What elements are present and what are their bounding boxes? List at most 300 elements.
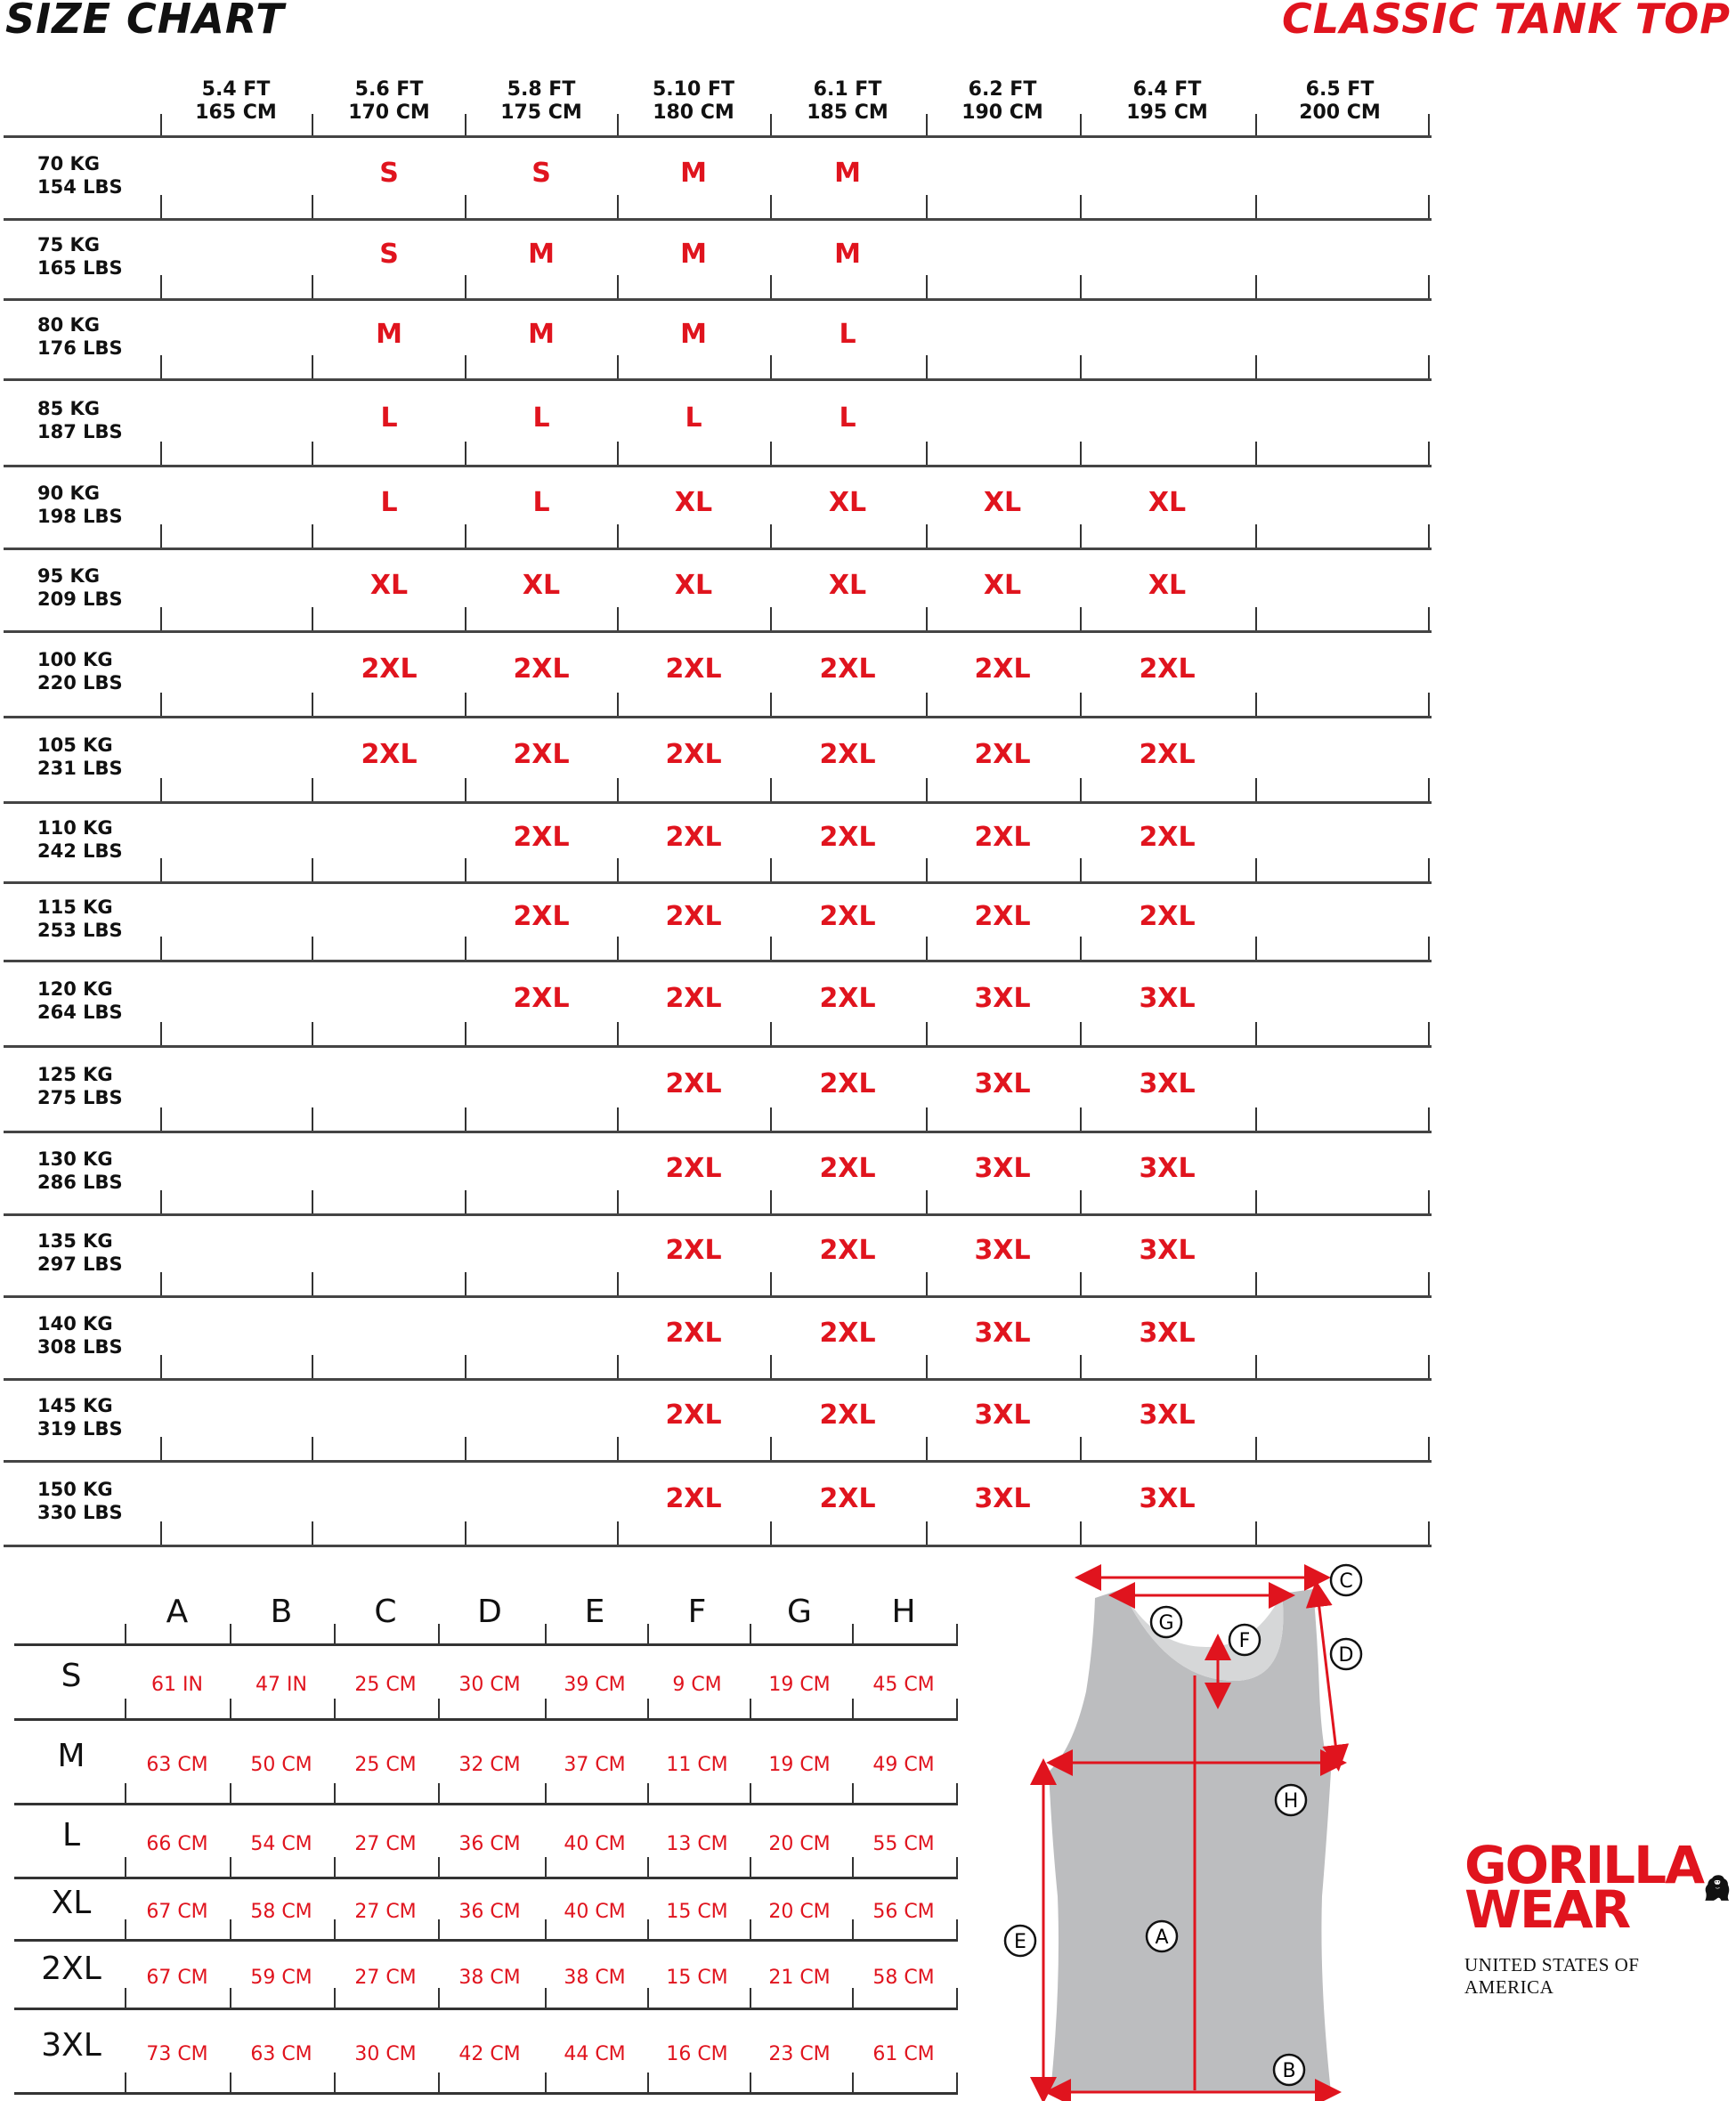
grid-line — [4, 1545, 1432, 1547]
weight-label — [37, 397, 123, 443]
grid-tick — [617, 778, 619, 801]
height-ft: 5.6 FT — [354, 78, 424, 101]
measure-tick — [230, 1988, 231, 2008]
grid-tick — [617, 275, 619, 298]
weight-kg: 85 KG — [37, 397, 101, 419]
measure-value: 73 CM — [146, 2042, 208, 2065]
grid-tick — [770, 1521, 772, 1545]
measure-value: 27 CM — [354, 1901, 417, 1923]
weight-lbs: 286 LBS — [37, 1171, 123, 1193]
size-cell: 2XL — [665, 901, 722, 932]
measure-value: 63 CM — [250, 2042, 312, 2065]
measure-value: 32 CM — [458, 1753, 521, 1776]
size-cell: 3XL — [1139, 1399, 1196, 1431]
measure-size-label: 2XL — [41, 1950, 101, 1987]
grid-line — [4, 801, 1432, 804]
measure-size-label: 3XL — [41, 2026, 101, 2064]
weight-label — [37, 1312, 123, 1359]
grid-tick — [1255, 442, 1257, 465]
grid-tick — [926, 937, 928, 960]
size-cell: M — [376, 319, 402, 350]
height-ft: 5.8 FT — [507, 78, 576, 101]
size-cell: 2XL — [974, 901, 1031, 932]
grid-tick — [465, 1022, 466, 1045]
grid-tick — [1428, 195, 1430, 218]
measure-value: 67 CM — [146, 1901, 208, 1923]
size-cell: XL — [522, 569, 561, 601]
grid-tick — [770, 355, 772, 378]
grid-line — [4, 716, 1432, 718]
grid-tick — [926, 1355, 928, 1378]
grid-tick — [926, 114, 928, 137]
grid-line — [4, 548, 1432, 550]
weight-label — [37, 1063, 123, 1109]
weight-lbs: 297 LBS — [37, 1253, 123, 1275]
measure-line — [14, 2092, 958, 2095]
diagram-badge-e — [1005, 1926, 1035, 1956]
size-cell: 3XL — [1139, 1068, 1196, 1099]
weight-label — [37, 233, 123, 280]
weight-lbs: 275 LBS — [37, 1087, 123, 1108]
measure-tick — [230, 1919, 231, 1939]
grid-tick — [465, 355, 466, 378]
grid-tick — [465, 1521, 466, 1545]
grid-tick — [1080, 195, 1082, 218]
size-cell: 3XL — [974, 1152, 1031, 1184]
grid-tick — [312, 778, 313, 801]
measure-value: 49 CM — [872, 1753, 935, 1776]
grid-tick — [1080, 1107, 1082, 1131]
grid-tick — [312, 1190, 313, 1213]
grid-tick — [770, 693, 772, 716]
grid-tick — [160, 778, 162, 801]
size-cell: 2XL — [361, 653, 418, 685]
grid-tick — [1255, 607, 1257, 630]
measure-tick — [334, 1919, 336, 1939]
measure-value: 47 IN — [256, 1674, 307, 1696]
grid-tick — [465, 1272, 466, 1295]
measure-tick — [125, 1783, 126, 1803]
size-cell: 3XL — [1139, 983, 1196, 1014]
measure-column-header: G — [787, 1594, 812, 1630]
measure-tick — [852, 1624, 854, 1643]
grid-tick — [1255, 114, 1257, 137]
grid-tick — [770, 858, 772, 881]
grid-tick — [312, 1107, 313, 1131]
measure-column-header: C — [374, 1594, 397, 1630]
grid-tick — [1255, 1190, 1257, 1213]
brand-name-line2: WEAR — [1464, 1879, 1630, 1940]
measure-tick — [647, 1919, 649, 1939]
size-cell: M — [680, 239, 707, 270]
height-header — [1273, 78, 1407, 125]
weight-lbs: 220 LBS — [37, 672, 123, 694]
grid-tick — [312, 1272, 313, 1295]
measure-line — [14, 1877, 958, 1879]
weight-label — [37, 482, 123, 528]
size-cell: 2XL — [819, 822, 876, 853]
measure-value: 67 CM — [146, 1966, 208, 1989]
measure-tick — [438, 1783, 440, 1803]
weight-kg: 110 KG — [37, 817, 113, 839]
size-cell: 2XL — [819, 1068, 876, 1099]
size-cell: 2XL — [513, 653, 570, 685]
size-cell: L — [532, 486, 550, 518]
size-cell: 2XL — [513, 822, 570, 853]
grid-tick — [1080, 1272, 1082, 1295]
product-title: CLASSIC TANK TOP — [1282, 0, 1731, 43]
grid-tick — [617, 442, 619, 465]
grid-tick — [160, 1190, 162, 1213]
grid-tick — [1428, 275, 1430, 298]
size-cell: XL — [674, 486, 713, 518]
measure-tick — [852, 1857, 854, 1877]
measure-value: 39 CM — [564, 1674, 626, 1696]
grid-tick — [1255, 937, 1257, 960]
grid-tick — [1255, 778, 1257, 801]
measure-tick — [334, 1624, 336, 1643]
measure-value: 36 CM — [458, 1832, 521, 1855]
weight-label — [37, 1148, 123, 1194]
measure-value: 23 CM — [768, 2042, 831, 2065]
height-ft: 6.1 FT — [813, 78, 882, 101]
size-cell: 2XL — [819, 1317, 876, 1349]
grid-tick — [617, 693, 619, 716]
weight-kg: 120 KG — [37, 978, 113, 1000]
weight-label — [37, 734, 123, 780]
measure-value: 19 CM — [768, 1674, 831, 1696]
grid-tick — [312, 858, 313, 881]
measure-value: 44 CM — [564, 2042, 626, 2065]
grid-tick — [1428, 114, 1430, 137]
weight-kg: 135 KG — [37, 1230, 113, 1252]
grid-line — [4, 960, 1432, 962]
height-ft: 5.4 FT — [201, 78, 271, 101]
grid-tick — [1428, 1521, 1430, 1545]
measure-tick — [956, 1857, 958, 1877]
measure-value: 61 CM — [872, 2042, 935, 2065]
size-cell: 2XL — [513, 739, 570, 770]
measure-tick — [852, 1919, 854, 1939]
measure-value: 30 CM — [458, 1674, 521, 1696]
weight-kg: 130 KG — [37, 1148, 113, 1170]
size-cell: 2XL — [819, 653, 876, 685]
size-cell: XL — [828, 569, 867, 601]
measure-tick — [334, 2073, 336, 2092]
size-cell: L — [532, 402, 550, 434]
grid-tick — [1428, 778, 1430, 801]
grid-tick — [1080, 1355, 1082, 1378]
size-cell: 2XL — [1139, 822, 1196, 853]
grid-tick — [770, 195, 772, 218]
size-cell: M — [834, 158, 861, 189]
grid-tick — [926, 355, 928, 378]
grid-tick — [617, 1521, 619, 1545]
grid-line — [4, 1045, 1432, 1048]
measure-tick — [545, 1783, 547, 1803]
measure-tick — [438, 1624, 440, 1643]
weight-kg: 90 KG — [37, 482, 101, 504]
grid-tick — [1255, 355, 1257, 378]
grid-tick — [770, 607, 772, 630]
tank-top-diagram — [988, 1558, 1398, 2101]
measure-value: 50 CM — [250, 1753, 312, 1776]
measure-value: 45 CM — [872, 1674, 935, 1696]
height-cm: 180 CM — [653, 101, 734, 124]
grid-tick — [1428, 1437, 1430, 1460]
measure-tick — [750, 1699, 751, 1718]
measure-tick — [750, 1919, 751, 1939]
measure-size-label: M — [57, 1737, 85, 1774]
weight-kg: 75 KG — [37, 234, 101, 256]
grid-tick — [465, 1107, 466, 1131]
grid-tick — [312, 442, 313, 465]
grid-tick — [1428, 1190, 1430, 1213]
measure-tick — [852, 1783, 854, 1803]
grid-tick — [1428, 1107, 1430, 1131]
measure-tick — [230, 1699, 231, 1718]
measure-tick — [647, 1624, 649, 1643]
size-cell: S — [531, 158, 551, 189]
grid-tick — [1255, 524, 1257, 548]
grid-tick — [770, 442, 772, 465]
measure-value: 20 CM — [768, 1832, 831, 1855]
measure-value: 56 CM — [872, 1901, 935, 1923]
grid-tick — [770, 1437, 772, 1460]
grid-tick — [1255, 1355, 1257, 1378]
diagram-badge-label: F — [1238, 1630, 1251, 1652]
weight-kg: 80 KG — [37, 314, 101, 336]
measure-value: 55 CM — [872, 1832, 935, 1855]
weight-lbs: 198 LBS — [37, 505, 123, 527]
size-cell: M — [528, 239, 555, 270]
size-cell: L — [839, 319, 856, 350]
measure-tick — [545, 1699, 547, 1718]
grid-tick — [312, 355, 313, 378]
grid-tick — [1080, 693, 1082, 716]
measure-tick — [852, 1699, 854, 1718]
measure-column-header: F — [687, 1594, 707, 1630]
size-cell: 2XL — [819, 1399, 876, 1431]
grid-line — [4, 378, 1432, 381]
size-cell: M — [680, 319, 707, 350]
measure-line — [14, 1939, 958, 1942]
measure-column-header: D — [477, 1594, 502, 1630]
size-cell: 3XL — [974, 983, 1031, 1014]
weight-label — [37, 977, 123, 1024]
size-cell: 2XL — [665, 1068, 722, 1099]
measure-tick — [956, 1988, 958, 2008]
grid-tick — [770, 937, 772, 960]
grid-tick — [926, 195, 928, 218]
size-cell: S — [379, 158, 399, 189]
measure-tick — [334, 1857, 336, 1877]
grid-tick — [465, 778, 466, 801]
grid-tick — [160, 442, 162, 465]
measure-tick — [750, 2073, 751, 2092]
measure-line — [14, 1718, 958, 1721]
measure-tick — [125, 1988, 126, 2008]
grid-tick — [1428, 937, 1430, 960]
measure-tick — [956, 1624, 958, 1643]
size-cell: 2XL — [974, 653, 1031, 685]
brand-logo — [1464, 1835, 1732, 1999]
size-cell: 3XL — [974, 1482, 1031, 1514]
weight-kg: 95 KG — [37, 564, 101, 587]
grid-tick — [617, 1022, 619, 1045]
measure-tick — [647, 1783, 649, 1803]
grid-tick — [926, 1022, 928, 1045]
measure-tick — [750, 1783, 751, 1803]
grid-tick — [1428, 524, 1430, 548]
grid-tick — [926, 275, 928, 298]
weight-label — [37, 1394, 123, 1440]
measure-value: 27 CM — [354, 1966, 417, 1989]
measure-tick — [545, 1624, 547, 1643]
grid-tick — [1080, 1022, 1082, 1045]
measure-tick — [438, 1988, 440, 2008]
measure-value: 27 CM — [354, 1832, 417, 1855]
grid-tick — [1255, 1521, 1257, 1545]
measure-value: 40 CM — [564, 1901, 626, 1923]
weight-lbs: 264 LBS — [37, 1002, 123, 1023]
grid-tick — [312, 1022, 313, 1045]
diagram-badge-b — [1274, 2055, 1304, 2085]
grid-tick — [926, 858, 928, 881]
weight-kg: 125 KG — [37, 1064, 113, 1085]
grid-tick — [160, 1521, 162, 1545]
size-cell: 2XL — [361, 739, 418, 770]
measure-tick — [438, 1699, 440, 1718]
grid-tick — [1255, 275, 1257, 298]
weight-label — [37, 896, 123, 942]
measure-tick — [956, 2073, 958, 2092]
grid-line — [4, 630, 1432, 633]
height-header — [1100, 78, 1234, 125]
weight-kg: 150 KG — [37, 1478, 113, 1500]
measure-line — [14, 2008, 958, 2010]
size-cell: M — [528, 319, 555, 350]
size-cell: S — [379, 239, 399, 270]
grid-tick — [160, 937, 162, 960]
measure-value: 58 CM — [250, 1901, 312, 1923]
measure-tick — [230, 2073, 231, 2092]
height-ft: 6.2 FT — [968, 78, 1037, 101]
diagram-badge-label: D — [1338, 1644, 1354, 1667]
measure-tick — [545, 1988, 547, 2008]
weight-kg: 115 KG — [37, 896, 113, 918]
measure-tick — [647, 2073, 649, 2092]
weight-lbs: 154 LBS — [37, 176, 123, 198]
grid-tick — [926, 524, 928, 548]
grid-tick — [465, 1190, 466, 1213]
grid-tick — [160, 1437, 162, 1460]
grid-tick — [926, 1190, 928, 1213]
diagram-badge-label: G — [1158, 1612, 1174, 1635]
grid-tick — [1255, 1272, 1257, 1295]
grid-tick — [617, 1437, 619, 1460]
grid-line — [4, 465, 1432, 467]
measure-value: 13 CM — [666, 1832, 728, 1855]
measure-tick — [230, 1624, 231, 1643]
measure-tick — [750, 1624, 751, 1643]
measure-value: 20 CM — [768, 1901, 831, 1923]
measure-tick — [230, 1783, 231, 1803]
size-cell: 2XL — [665, 983, 722, 1014]
grid-tick — [465, 195, 466, 218]
measure-value: 61 IN — [151, 1674, 203, 1696]
measure-tick — [334, 1783, 336, 1803]
grid-line — [4, 1295, 1432, 1298]
measure-tick — [438, 1919, 440, 1939]
size-cell: XL — [828, 486, 867, 518]
height-header — [169, 78, 303, 125]
diagram-badge-a — [1147, 1921, 1177, 1951]
grid-line — [4, 1131, 1432, 1133]
measure-value: 11 CM — [666, 1753, 728, 1776]
weight-label — [37, 1229, 123, 1276]
grid-line — [4, 298, 1432, 301]
weight-kg: 105 KG — [37, 734, 113, 756]
grid-tick — [770, 1022, 772, 1045]
height-header — [475, 78, 608, 125]
measure-value: 40 CM — [564, 1832, 626, 1855]
weight-lbs: 308 LBS — [37, 1335, 123, 1358]
size-cell: 2XL — [665, 822, 722, 853]
measure-tick — [545, 2073, 547, 2092]
grid-tick — [465, 858, 466, 881]
grid-tick — [926, 693, 928, 716]
grid-tick — [1428, 1022, 1430, 1045]
grid-tick — [160, 114, 162, 137]
size-cell: XL — [983, 486, 1022, 518]
size-cell: 2XL — [665, 739, 722, 770]
grid-line — [4, 1460, 1432, 1463]
height-cm: 165 CM — [195, 101, 277, 124]
size-cell: 3XL — [974, 1235, 1031, 1266]
grid-line — [4, 218, 1432, 221]
weight-lbs: 242 LBS — [37, 840, 123, 862]
grid-tick — [1080, 1190, 1082, 1213]
height-header — [627, 78, 760, 125]
measure-tick — [334, 1699, 336, 1718]
grid-line — [4, 881, 1432, 884]
weight-lbs: 187 LBS — [37, 420, 123, 442]
size-cell: XL — [674, 569, 713, 601]
size-cell: 2XL — [665, 1152, 722, 1184]
grid-tick — [926, 1521, 928, 1545]
size-cell: 3XL — [1139, 1235, 1196, 1266]
grid-tick — [160, 1272, 162, 1295]
measure-tick — [750, 1857, 751, 1877]
measure-value: 54 CM — [250, 1832, 312, 1855]
measure-column-header: H — [891, 1594, 916, 1630]
grid-tick — [1080, 114, 1082, 137]
measure-tick — [647, 1699, 649, 1718]
measure-value: 36 CM — [458, 1901, 521, 1923]
size-cell: 3XL — [974, 1068, 1031, 1099]
grid-tick — [1428, 1272, 1430, 1295]
measure-column-header: A — [166, 1594, 189, 1630]
measure-column-header: E — [584, 1594, 605, 1630]
measure-value: 30 CM — [354, 2042, 417, 2065]
diagram-badge-label: A — [1155, 1927, 1169, 1949]
grid-tick — [312, 275, 313, 298]
measure-tick — [125, 1919, 126, 1939]
measure-value: 58 CM — [872, 1966, 935, 1989]
grid-tick — [160, 1107, 162, 1131]
diagram-badge-label: C — [1339, 1570, 1353, 1593]
